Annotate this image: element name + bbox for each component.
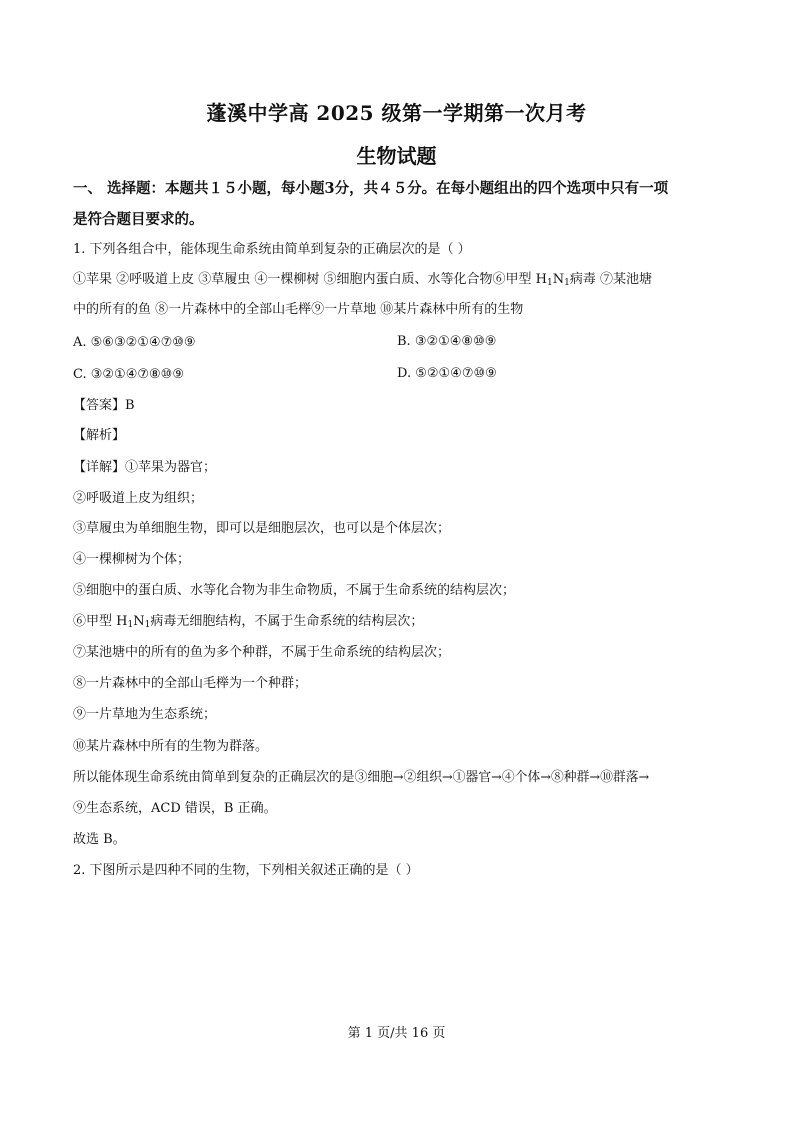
detail-line5: ⑤细胞中的蛋白质、水等化合物为非生命物质，不属于生命系统的结构层次； [73,583,516,598]
page-subtitle: 生物试题 [356,144,437,168]
detail-line1 [73,459,216,477]
q1-option-a: A. ⑤⑥③②①④⑦⑩⑨ [73,335,196,350]
detail-line7: ⑦某池塘中的所有的鱼为多个种群，不属于生命系统的结构层次； [73,645,451,660]
detail-line10: ⑩某片森林中所有的生物为群落。 [73,739,269,754]
q1-items-sub1: 1 [547,278,553,288]
q1-option-c: C. ③②①④⑦⑧⑩⑨ [73,367,184,382]
detail-line2: ②呼吸道上皮为组织； [73,491,204,506]
detail6-b: N [133,614,145,629]
answer-value: B [125,398,135,413]
detail-line8: ⑧一片森林中的全部山毛榉为一个种群； [73,676,308,691]
q1-stem: 1. 下列各组合中，能体现生命系统由简单到复杂的正确层次的是（ ） [73,242,471,257]
q1-option-d: D. ⑤②①④⑦⑩⑨ [397,366,497,381]
detail-line3: ③草履虫为单细胞生物，即可以是细胞层次，也可以是个体层次； [73,521,451,536]
detail6-sub2: 1 [144,620,151,630]
q1-items-line1 [73,271,652,289]
q1-items-line1-b: N [552,272,565,287]
detail6-c: 病毒无细胞结构，不属于生命系统的结构层次； [150,614,424,629]
q1-items-sub2: 1 [564,278,570,288]
page-title: 蓬溪中学高 2025 级第一学期第一次月考 [206,101,587,125]
summary-line2: ⑨生态系统，ACD 错误，B 正确。 [73,801,277,816]
q1-option-b: B. ③②①④⑧⑩⑨ [397,334,497,349]
q1-items-line2: 中的所有的鱼 ⑧一片森林中的全部山毛榉⑨一片草地 ⑩某片森林中所有的生物 [73,302,524,317]
detail-text1: ①苹果为器官； [125,460,217,475]
detail6-a: ⑥甲型 H [73,614,128,629]
detail-line6 [73,613,423,631]
analysis-tag: 【解析】 [73,428,126,443]
section-heading-line1: 一、 选择题：本题共１５小题，每小题3分，共４５分。在每小题组出的四个选项中只有一项 [73,180,669,197]
page-footer: 第 1 页/共 16 页 [347,1026,446,1041]
q1-items-line1-a: ①苹果 ②呼吸道上皮 ③草履虫 ④一棵柳树 ⑤细胞内蛋白质、水等化合物⑥甲型 H [73,272,547,287]
summary-line3: 故选 B。 [73,832,126,847]
summary-line1: 所以能体现生命系统由简单到复杂的正确层次的是③细胞→②组织→①器官→④个体→⑧种群→⑩群落→ [73,770,650,785]
answer-tag: 【答案】 [73,398,126,413]
q1-items-line1-c: 病毒 ⑦某池塘 [569,272,652,287]
q1-answer [73,397,135,415]
section-heading-line2: 是符合题目要求的。 [73,211,204,228]
detail6-sub1: 1 [127,620,134,630]
detail-line4: ④一棵柳树为个体； [73,552,191,567]
detail-tag: 【详解】 [73,460,126,475]
q2-stem: 2. 下图所示是四种不同的生物，下列相关叙述正确的是（ ） [73,863,419,878]
detail-line9: ⑨一片草地为生态系统； [73,707,217,722]
